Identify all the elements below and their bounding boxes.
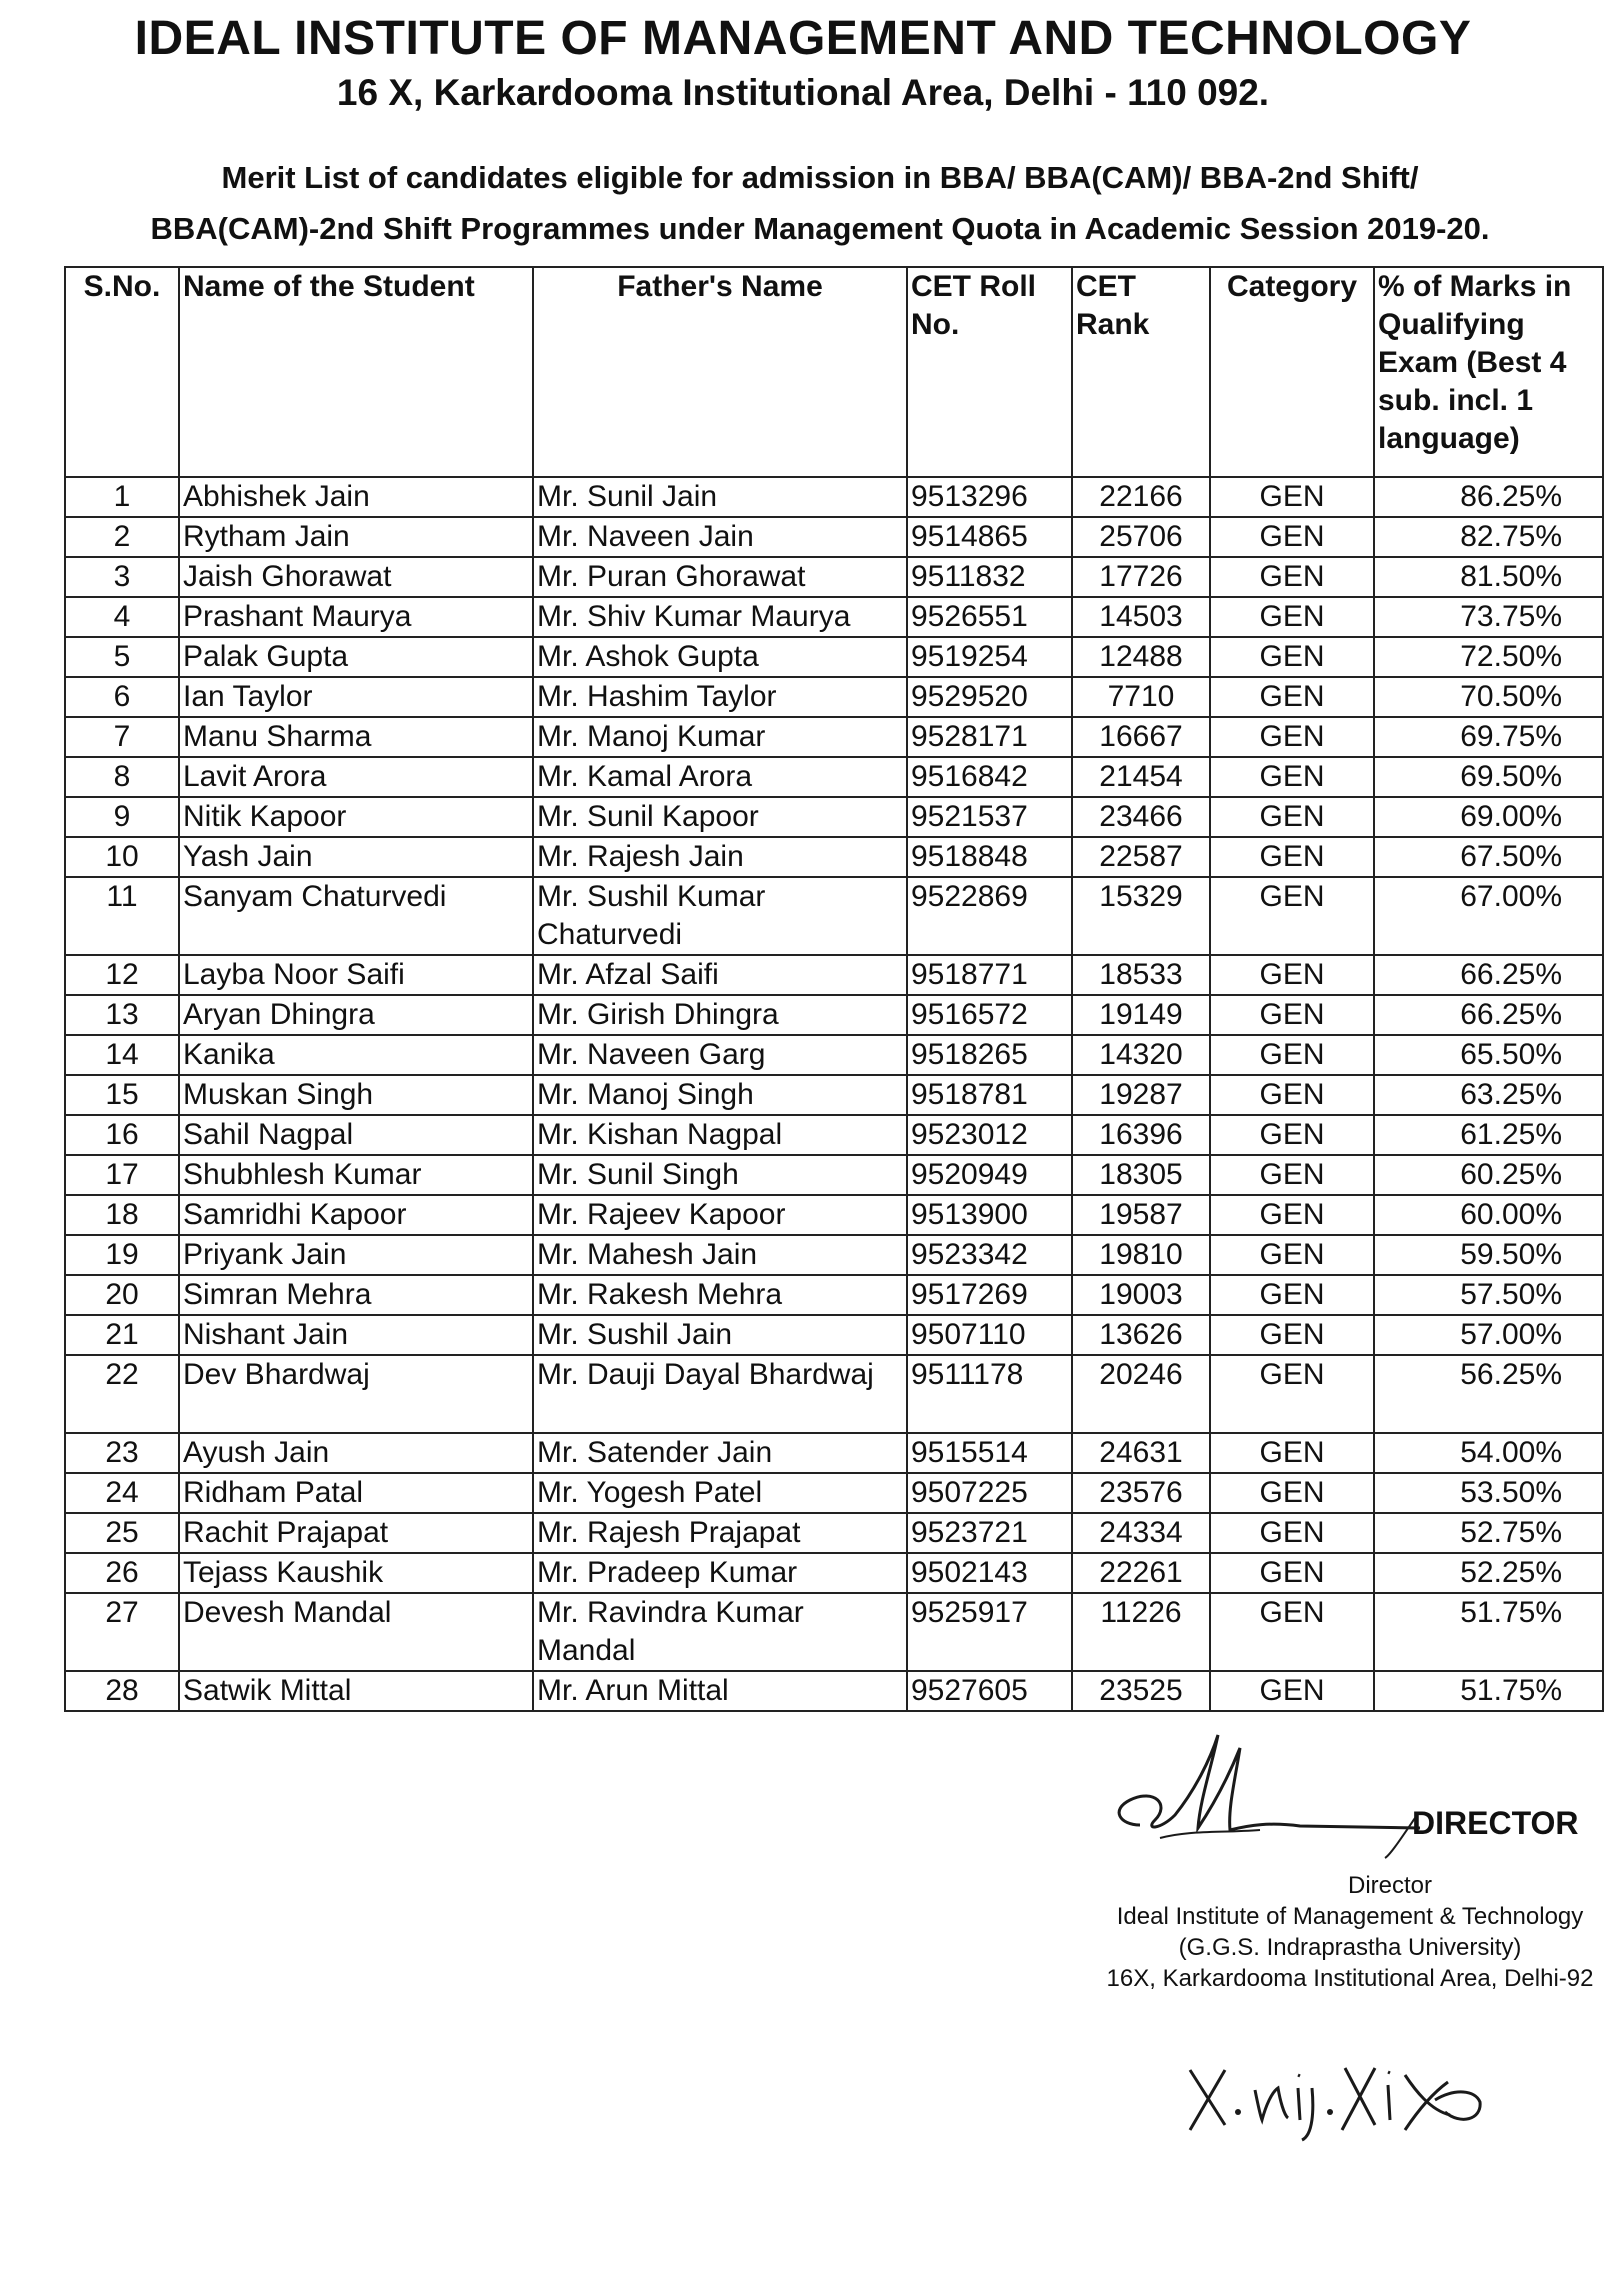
cell-marks: 60.00% xyxy=(1374,1195,1603,1235)
cell-sno: 16 xyxy=(65,1115,179,1155)
cell-sno: 5 xyxy=(65,637,179,677)
cell-sno: 2 xyxy=(65,517,179,557)
cell-student-name: Ayush Jain xyxy=(179,1433,533,1473)
table-row xyxy=(65,995,1603,1035)
cell-cet-roll: 9516572 xyxy=(907,995,1072,1035)
cell-sno: 12 xyxy=(65,955,179,995)
cell-student-name: Sahil Nagpal xyxy=(179,1115,533,1155)
cell-father-name: Mr. Pradeep Kumar xyxy=(533,1553,907,1593)
cell-cet-rank: 20246 xyxy=(1072,1355,1210,1433)
cell-cet-rank: 18305 xyxy=(1072,1155,1210,1195)
cell-cet-rank: 15329 xyxy=(1072,877,1210,955)
cell-category: GEN xyxy=(1210,1513,1374,1553)
cell-father-name: Mr. Sunil Jain xyxy=(533,477,907,517)
cell-cet-rank: 23576 xyxy=(1072,1473,1210,1513)
cell-cet-rank: 24334 xyxy=(1072,1513,1210,1553)
cell-category: GEN xyxy=(1210,637,1374,677)
institute-name: IDEAL INSTITUTE OF MANAGEMENT AND TECHNOLOGY xyxy=(134,12,1472,65)
table-row xyxy=(65,597,1603,637)
cell-cet-roll: 9527605 xyxy=(907,1671,1072,1711)
cell-student-name: Tejass Kaushik xyxy=(179,1553,533,1593)
cell-cet-roll: 9520949 xyxy=(907,1155,1072,1195)
cell-marks: 67.50% xyxy=(1374,837,1603,877)
cell-father-name: Mr. Rajesh Jain xyxy=(533,837,907,877)
cell-category: GEN xyxy=(1210,955,1374,995)
cell-marks: 57.50% xyxy=(1374,1275,1603,1315)
cell-category: GEN xyxy=(1210,1235,1374,1275)
cell-sno: 8 xyxy=(65,757,179,797)
cell-cet-rank: 22261 xyxy=(1072,1553,1210,1593)
cell-cet-rank: 14320 xyxy=(1072,1035,1210,1075)
cell-cet-roll: 9514865 xyxy=(907,517,1072,557)
cell-category: GEN xyxy=(1210,1671,1374,1711)
institute-address: 16 X, Karkardooma Institutional Area, Delhi - 110 092. xyxy=(336,72,1270,113)
cell-sno: 17 xyxy=(65,1155,179,1195)
table-row xyxy=(65,1195,1603,1235)
cell-category: GEN xyxy=(1210,1035,1374,1075)
table-row xyxy=(65,1473,1603,1513)
cell-student-name: Ridham Patal xyxy=(179,1473,533,1513)
cell-sno: 1 xyxy=(65,477,179,517)
table-row xyxy=(65,1035,1603,1075)
cell-student-name: Priyank Jain xyxy=(179,1235,533,1275)
cell-student-name: Rachit Prajapat xyxy=(179,1513,533,1553)
cell-father-name: Mr. Shiv Kumar Maurya xyxy=(533,597,907,637)
cell-cet-rank: 7710 xyxy=(1072,677,1210,717)
cell-category: GEN xyxy=(1210,1473,1374,1513)
cell-cet-roll: 9525917 xyxy=(907,1593,1072,1671)
cell-sno: 14 xyxy=(65,1035,179,1075)
cell-cet-roll: 9518265 xyxy=(907,1035,1072,1075)
cell-student-name: Nitik Kapoor xyxy=(179,797,533,837)
cell-marks: 66.25% xyxy=(1374,955,1603,995)
cell-father-name: Mr. Manoj Kumar xyxy=(533,717,907,757)
table-row xyxy=(65,1553,1603,1593)
cell-father-name: Mr. Ashok Gupta xyxy=(533,637,907,677)
document-header xyxy=(0,8,1606,116)
table-row xyxy=(65,1235,1603,1275)
header-student-name: Name of the Student xyxy=(179,267,533,477)
cell-category: GEN xyxy=(1210,517,1374,557)
cell-student-name: Dev Bhardwaj xyxy=(179,1355,533,1433)
cell-sno: 25 xyxy=(65,1513,179,1553)
cell-student-name: Kanika xyxy=(179,1035,533,1075)
header-marks: % of Marks in Qualifying Exam (Best 4 sub. incl. 1 language) xyxy=(1374,267,1603,477)
cell-category: GEN xyxy=(1210,877,1374,955)
cell-category: GEN xyxy=(1210,1275,1374,1315)
cell-cet-roll: 9513900 xyxy=(907,1195,1072,1235)
cell-cet-rank: 21454 xyxy=(1072,757,1210,797)
cell-sno: 24 xyxy=(65,1473,179,1513)
cell-category: GEN xyxy=(1210,1315,1374,1355)
table-row xyxy=(65,517,1603,557)
stamp-line: (G.G.S. Indraprastha University) xyxy=(1178,1934,1522,1961)
cell-marks: 52.75% xyxy=(1374,1513,1603,1553)
cell-sno: 21 xyxy=(65,1315,179,1355)
signature-block xyxy=(1100,1730,1600,2150)
cell-sno: 9 xyxy=(65,797,179,837)
cell-sno: 13 xyxy=(65,995,179,1035)
cell-student-name: Nishant Jain xyxy=(179,1315,533,1355)
cell-marks: 51.75% xyxy=(1374,1593,1603,1671)
cell-category: GEN xyxy=(1210,1075,1374,1115)
cell-sno: 18 xyxy=(65,1195,179,1235)
table-row xyxy=(65,1513,1603,1553)
cell-cet-roll: 9511178 xyxy=(907,1355,1072,1433)
table-row xyxy=(65,1315,1603,1355)
cell-marks: 69.50% xyxy=(1374,757,1603,797)
cell-category: GEN xyxy=(1210,477,1374,517)
cell-cet-roll: 9528171 xyxy=(907,717,1072,757)
cell-marks: 53.50% xyxy=(1374,1473,1603,1513)
table-row xyxy=(65,1671,1603,1711)
cell-student-name: Palak Gupta xyxy=(179,637,533,677)
cell-sno: 28 xyxy=(65,1671,179,1711)
cell-cet-rank: 17726 xyxy=(1072,557,1210,597)
cell-cet-roll: 9511832 xyxy=(907,557,1072,597)
cell-cet-rank: 25706 xyxy=(1072,517,1210,557)
cell-cet-rank: 19149 xyxy=(1072,995,1210,1035)
cell-cet-rank: 19587 xyxy=(1072,1195,1210,1235)
cell-student-name: Prashant Maurya xyxy=(179,597,533,637)
cell-category: GEN xyxy=(1210,717,1374,757)
cell-father-name: Mr. Sunil Kapoor xyxy=(533,797,907,837)
table-row xyxy=(65,1275,1603,1315)
table-row xyxy=(65,477,1603,517)
table-row xyxy=(65,677,1603,717)
stamp-line: Director xyxy=(1347,1872,1432,1899)
cell-cet-rank: 23466 xyxy=(1072,797,1210,837)
stamp-line: 16X, Karkardooma Institutional Area, Delhi-92 xyxy=(1106,1965,1594,1992)
cell-student-name: Simran Mehra xyxy=(179,1275,533,1315)
cell-sno: 11 xyxy=(65,877,179,955)
cell-father-name: Mr. Puran Ghorawat xyxy=(533,557,907,597)
cell-cet-roll: 9516842 xyxy=(907,757,1072,797)
table-row xyxy=(65,1115,1603,1155)
cell-father-name: Mr. Kishan Nagpal xyxy=(533,1115,907,1155)
cell-cet-rank: 22587 xyxy=(1072,837,1210,877)
cell-father-name: Mr. Naveen Garg xyxy=(533,1035,907,1075)
table-row xyxy=(65,637,1603,677)
cell-category: GEN xyxy=(1210,1195,1374,1235)
cell-cet-roll: 9513296 xyxy=(907,477,1072,517)
cell-marks: 59.50% xyxy=(1374,1235,1603,1275)
cell-cet-roll: 9507225 xyxy=(907,1473,1072,1513)
cell-father-name: Mr. Hashim Taylor xyxy=(533,677,907,717)
cell-cet-roll: 9518771 xyxy=(907,955,1072,995)
cell-student-name: Rytham Jain xyxy=(179,517,533,557)
table-row xyxy=(65,1155,1603,1195)
stamp-line: Ideal Institute of Management & Technology xyxy=(1116,1903,1584,1930)
cell-father-name: Mr. Sushil Jain xyxy=(533,1315,907,1355)
cell-student-name: Abhishek Jain xyxy=(179,477,533,517)
cell-sno: 26 xyxy=(65,1553,179,1593)
cell-father-name: Mr. Rajeev Kapoor xyxy=(533,1195,907,1235)
cell-sno: 23 xyxy=(65,1433,179,1473)
cell-student-name: Jaish Ghorawat xyxy=(179,557,533,597)
table-row xyxy=(65,877,1603,955)
table-row xyxy=(65,557,1603,597)
cell-cet-roll: 9507110 xyxy=(907,1315,1072,1355)
cell-category: GEN xyxy=(1210,557,1374,597)
table-row xyxy=(65,1075,1603,1115)
header-cet-roll: CET Roll No. xyxy=(907,267,1072,477)
cell-student-name: Manu Sharma xyxy=(179,717,533,757)
table-row xyxy=(65,1355,1603,1433)
header-cet-rank: CET Rank xyxy=(1072,267,1210,477)
cell-sno: 6 xyxy=(65,677,179,717)
cell-marks: 82.75% xyxy=(1374,517,1603,557)
cell-cet-rank: 11226 xyxy=(1072,1593,1210,1671)
cell-student-name: Aryan Dhingra xyxy=(179,995,533,1035)
merit-title-line-2: BBA(CAM)-2nd Shift Programmes under Management Quota in Academic Session 2019-20. xyxy=(150,211,1490,246)
cell-cet-rank: 24631 xyxy=(1072,1433,1210,1473)
cell-cet-roll: 9517269 xyxy=(907,1275,1072,1315)
cell-sno: 4 xyxy=(65,597,179,637)
cell-marks: 69.75% xyxy=(1374,717,1603,757)
cell-student-name: Samridhi Kapoor xyxy=(179,1195,533,1235)
cell-sno: 10 xyxy=(65,837,179,877)
cell-cet-rank: 13626 xyxy=(1072,1315,1210,1355)
cell-student-name: Lavit Arora xyxy=(179,757,533,797)
cell-cet-roll: 9523342 xyxy=(907,1235,1072,1275)
cell-marks: 61.25% xyxy=(1374,1115,1603,1155)
cell-father-name: Mr. Kamal Arora xyxy=(533,757,907,797)
cell-cet-roll: 9523721 xyxy=(907,1513,1072,1553)
cell-father-name: Mr. Dauji Dayal Bhardwaj xyxy=(533,1355,907,1433)
cell-student-name: Muskan Singh xyxy=(179,1075,533,1115)
cell-marks: 69.00% xyxy=(1374,797,1603,837)
cell-father-name: Mr. Yogesh Patel xyxy=(533,1473,907,1513)
table-row xyxy=(65,1433,1603,1473)
cell-sno: 7 xyxy=(65,717,179,757)
cell-cet-roll: 9523012 xyxy=(907,1115,1072,1155)
director-stamp xyxy=(1100,1870,1600,1994)
table-row xyxy=(65,757,1603,797)
cell-cet-rank: 16667 xyxy=(1072,717,1210,757)
cell-father-name: Mr. Ravindra Kumar Mandal xyxy=(533,1593,907,1671)
cell-father-name: Mr. Rakesh Mehra xyxy=(533,1275,907,1315)
cell-marks: 54.00% xyxy=(1374,1433,1603,1473)
cell-father-name: Mr. Satender Jain xyxy=(533,1433,907,1473)
cell-student-name: Shubhlesh Kumar xyxy=(179,1155,533,1195)
cell-sno: 27 xyxy=(65,1593,179,1671)
cell-category: GEN xyxy=(1210,1355,1374,1433)
cell-cet-roll: 9502143 xyxy=(907,1553,1072,1593)
cell-cet-roll: 9518781 xyxy=(907,1075,1072,1115)
cell-marks: 63.25% xyxy=(1374,1075,1603,1115)
table-row xyxy=(65,717,1603,757)
cell-marks: 73.75% xyxy=(1374,597,1603,637)
cell-cet-rank: 19003 xyxy=(1072,1275,1210,1315)
cell-category: GEN xyxy=(1210,757,1374,797)
cell-category: GEN xyxy=(1210,1115,1374,1155)
cell-student-name: Sanyam Chaturvedi xyxy=(179,877,533,955)
table-row xyxy=(65,1593,1603,1671)
cell-marks: 81.50% xyxy=(1374,557,1603,597)
cell-cet-roll: 9518848 xyxy=(907,837,1072,877)
cell-student-name: Yash Jain xyxy=(179,837,533,877)
cell-father-name: Mr. Sushil Kumar Chaturvedi xyxy=(533,877,907,955)
cell-marks: 51.75% xyxy=(1374,1671,1603,1711)
cell-cet-roll: 9522869 xyxy=(907,877,1072,955)
cell-cet-rank: 16396 xyxy=(1072,1115,1210,1155)
cell-cet-roll: 9529520 xyxy=(907,677,1072,717)
merit-title-line-1: Merit List of candidates eligible for admission in BBA/ BBA(CAM)/ BBA-2nd Shift/ xyxy=(221,160,1419,195)
cell-marks: 65.50% xyxy=(1374,1035,1603,1075)
cell-marks: 70.50% xyxy=(1374,677,1603,717)
table-row xyxy=(65,797,1603,837)
cell-father-name: Mr. Mahesh Jain xyxy=(533,1235,907,1275)
cell-cet-rank: 19810 xyxy=(1072,1235,1210,1275)
cell-father-name: Mr. Sunil Singh xyxy=(533,1155,907,1195)
cell-father-name: Mr. Naveen Jain xyxy=(533,517,907,557)
table-row xyxy=(65,955,1603,995)
cell-cet-roll: 9519254 xyxy=(907,637,1072,677)
cell-marks: 52.25% xyxy=(1374,1553,1603,1593)
cell-cet-rank: 22166 xyxy=(1072,477,1210,517)
cell-sno: 3 xyxy=(65,557,179,597)
cell-marks: 57.00% xyxy=(1374,1315,1603,1355)
cell-cet-rank: 23525 xyxy=(1072,1671,1210,1711)
cell-father-name: Mr. Manoj Singh xyxy=(533,1075,907,1115)
cell-category: GEN xyxy=(1210,1553,1374,1593)
cell-father-name: Mr. Girish Dhingra xyxy=(533,995,907,1035)
cell-category: GEN xyxy=(1210,995,1374,1035)
table-header-row xyxy=(65,267,1603,477)
merit-list-table xyxy=(64,266,1604,1712)
cell-marks: 86.25% xyxy=(1374,477,1603,517)
header-category: Category xyxy=(1210,267,1374,477)
cell-category: GEN xyxy=(1210,677,1374,717)
cell-category: GEN xyxy=(1210,597,1374,637)
cell-student-name: Devesh Mandal xyxy=(179,1593,533,1671)
cell-father-name: Mr. Arun Mittal xyxy=(533,1671,907,1711)
cell-cet-roll: 9521537 xyxy=(907,797,1072,837)
cell-cet-rank: 19287 xyxy=(1072,1075,1210,1115)
cell-category: GEN xyxy=(1210,1593,1374,1671)
cell-cet-roll: 9515514 xyxy=(907,1433,1072,1473)
cell-father-name: Mr. Rajesh Prajapat xyxy=(533,1513,907,1553)
director-title: DIRECTOR xyxy=(1412,1805,1579,1841)
header-sno: S.No. xyxy=(65,267,179,477)
cell-cet-rank: 12488 xyxy=(1072,637,1210,677)
cell-sno: 19 xyxy=(65,1235,179,1275)
director-signature xyxy=(1100,1730,1430,1860)
cell-student-name: Ian Taylor xyxy=(179,677,533,717)
cell-marks: 56.25% xyxy=(1374,1355,1603,1433)
table-body xyxy=(65,477,1603,1711)
cell-category: GEN xyxy=(1210,797,1374,837)
table-row xyxy=(65,837,1603,877)
cell-marks: 72.50% xyxy=(1374,637,1603,677)
cell-student-name: Layba Noor Saifi xyxy=(179,955,533,995)
cell-sno: 20 xyxy=(65,1275,179,1315)
cell-cet-roll: 9526551 xyxy=(907,597,1072,637)
cell-cet-rank: 18533 xyxy=(1072,955,1210,995)
cell-father-name: Mr. Afzal Saifi xyxy=(533,955,907,995)
cell-category: GEN xyxy=(1210,1155,1374,1195)
cell-sno: 15 xyxy=(65,1075,179,1115)
cell-category: GEN xyxy=(1210,837,1374,877)
header-father-name: Father's Name xyxy=(533,267,907,477)
cell-marks: 66.25% xyxy=(1374,995,1603,1035)
cell-category: GEN xyxy=(1210,1433,1374,1473)
cell-marks: 67.00% xyxy=(1374,877,1603,955)
cell-student-name: Satwik Mittal xyxy=(179,1671,533,1711)
cell-cet-rank: 14503 xyxy=(1072,597,1210,637)
cell-marks: 60.25% xyxy=(1374,1155,1603,1195)
handwritten-date xyxy=(1180,2040,1510,2150)
cell-sno: 22 xyxy=(65,1355,179,1433)
